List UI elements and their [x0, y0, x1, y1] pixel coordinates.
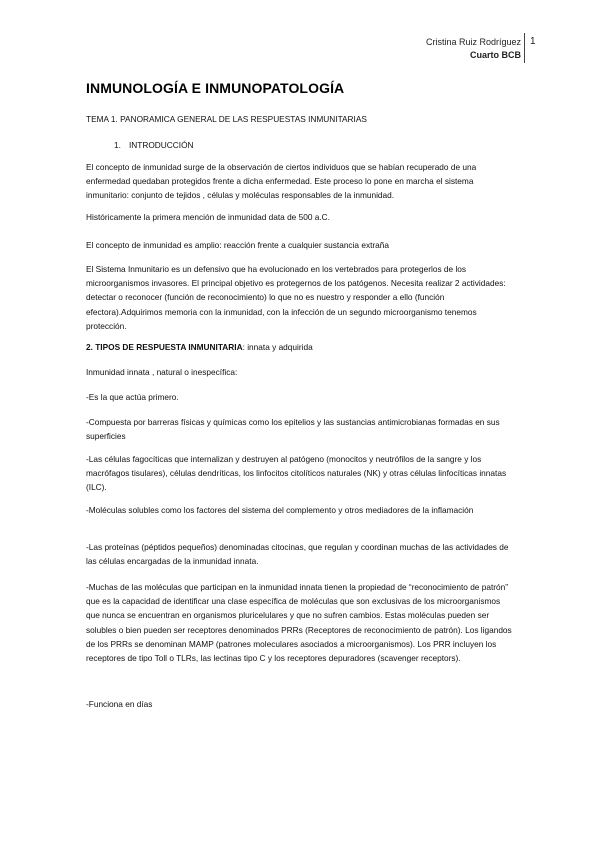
- intro-heading: [114, 138, 194, 152]
- paragraph-historia: Históricamente la primera mención de inmunidad data de 500 a.C.: [86, 212, 330, 222]
- page-header: [426, 36, 521, 62]
- list-item: -Moléculas solubles como los factores del sistema del complemento y otros mediadores de la inflamación: [86, 505, 474, 515]
- document-body: [86, 80, 516, 709]
- section-2-heading: [86, 340, 516, 354]
- list-item: -Las proteínas (péptidos pequeños) denominadas citocinas, que regulan y coordinan muchas de las actividades de las células encargadas de la inmunidad innata.: [86, 542, 509, 567]
- page-number: 1: [530, 36, 536, 47]
- author-name: Cristina Ruiz Rodríguez: [425, 37, 521, 47]
- section-2-subtitle: : innata y adquirida: [242, 342, 313, 352]
- list-item: -Es la que actúa primero.: [86, 392, 179, 402]
- tema-heading: TEMA 1. PANORAMICA GENERAL DE LAS RESPUESTAS INMUNITARIAS: [86, 114, 367, 124]
- paragraph-sistema-inmunitario: El Sistema Inmunitario es un defensivo que ha evolucionado en los vertebrados para protegerlos de los microorganismos invasores. El principal objetivo es protegernos de los patógenos. Necesita realizar 2 actividades: detectar o reconocer (función de reconocimiento) lo que no es nuestro y responder a ello (función efectora).Adquirimos memoria con la inmunidad, con la infección de un segundo microorganismo tenemos protección.: [86, 264, 506, 331]
- section-2-title: 2. TIPOS DE RESPUESTA INMUNITARIA: [86, 342, 243, 352]
- intro-label: INTRODUCCIÓN: [129, 140, 194, 150]
- innata-heading: Inmunidad innata , natural o inespecífica:: [86, 367, 238, 377]
- document-title: INMUNOLOGÍA E INMUNOPATOLOGÍA: [86, 80, 345, 96]
- paragraph-inmunidad-concepto: El concepto de inmunidad surge de la observación de ciertos individuos que se habían recuperado de una enfermedad quedaban protegidos frente a dicha enfermedad. Este proceso lo pone en marcha el sistema inmunitario: conjunto de tejidos , células y moléculas responsables de la inmunidad.: [86, 162, 477, 201]
- list-item: -Muchas de las moléculas que participan en la inmunidad innata tienen la propiedad de “reconocimiento de patrón” que es la capacidad de identificar una clase específica de moléculas que son exclusivas de los microorganismos que nunca se encuentran en organismos pluricelulares y que no sufren cambios. Estas moléculas pueden ser solubles o bien pueden ser receptores denominados PRRs (Receptores de reconocimiento de patrón). Los ligandos de los PRRs se denominan MAMP (patrones moleculares asociados a microorganismos). Los PRR incluyen los receptores de tipo Toll o TLRs, las lectinas tipo C y los receptores depuradores (scavenger receptors).: [86, 582, 512, 664]
- course-label: Cuarto BCB: [470, 50, 521, 60]
- list-item: -Funciona en días: [86, 699, 153, 709]
- list-item: -Las células fagocíticas que internalizan y destruyen al patógeno (monocitos y neutrófilos de la sangre y los macrófagos tisulares), células dendríticas, los linfocitos citolíticos naturales (NK) y otras células linfocíticas innatas (ILC).: [86, 454, 507, 493]
- list-item: -Compuesta por barreras físicas y químicas como los epitelios y las sustancias antimicrobianas formadas en sus superficies: [86, 417, 500, 442]
- header-divider: [524, 33, 525, 63]
- intro-number: 1.: [114, 140, 121, 150]
- paragraph-concepto-amplio: El concepto de inmunidad es amplio: reacción frente a cualquier sustancia extraña: [86, 240, 390, 250]
